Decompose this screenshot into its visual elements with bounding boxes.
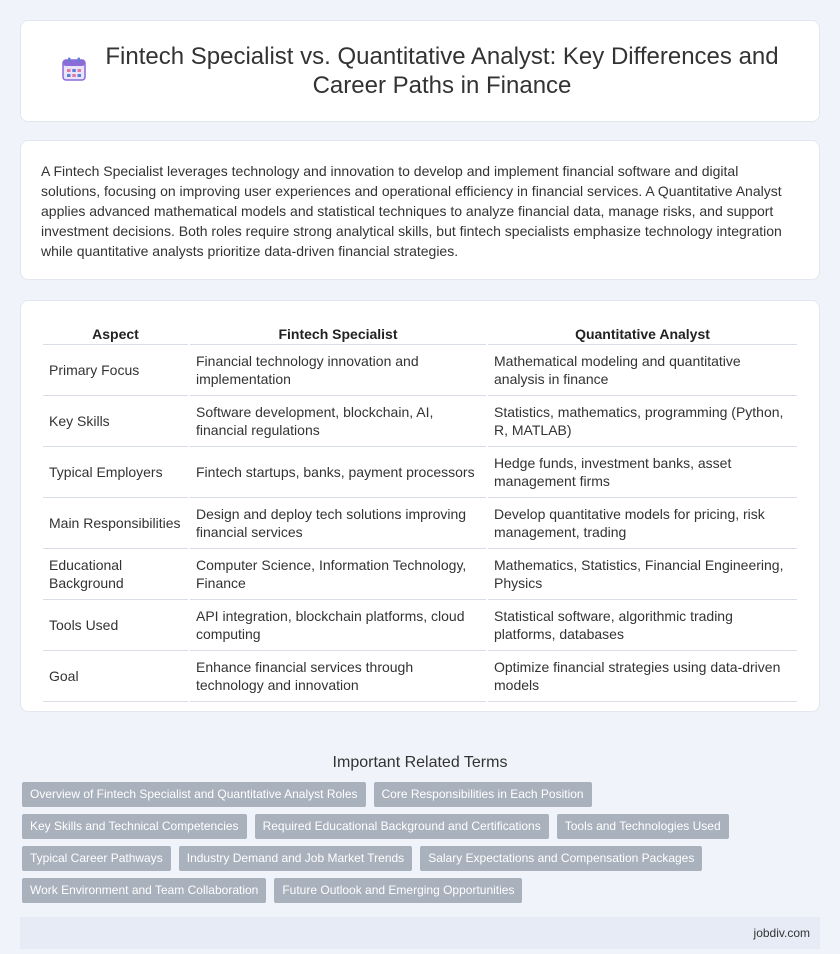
cell-aspect: Goal: [43, 651, 188, 702]
cell-quant: Mathematics, Statistics, Financial Engineering, Physics: [488, 549, 797, 600]
table-row: [43, 651, 797, 702]
header-quant: Quantitative Analyst: [488, 321, 797, 345]
page-footer: [20, 917, 820, 949]
cell-fintech: Computer Science, Information Technology, Finance: [190, 549, 486, 600]
cell-quant: Develop quantitative models for pricing, risk management, trading: [488, 498, 797, 549]
table-row: [43, 396, 797, 447]
table-row: [43, 600, 797, 651]
table-row: [43, 447, 797, 498]
related-tag[interactable]: Overview of Fintech Specialist and Quantitative Analyst Roles: [22, 782, 366, 807]
cell-aspect: Main Responsibilities: [43, 498, 188, 549]
page-title: Fintech Specialist vs. Quantitative Analyst: Key Differences and Career Paths in Finance: [105, 43, 779, 99]
cell-fintech: Fintech startups, banks, payment processors: [190, 447, 486, 498]
related-tag[interactable]: Future Outlook and Emerging Opportunities: [274, 878, 522, 903]
table-row: [43, 549, 797, 600]
table-row: [43, 345, 797, 396]
header-fintech: Fintech Specialist: [190, 321, 486, 345]
cell-aspect: Typical Employers: [43, 447, 188, 498]
cell-aspect: Key Skills: [43, 396, 188, 447]
cell-quant: Statistics, mathematics, programming (Python, R, MATLAB): [488, 396, 797, 447]
related-tag[interactable]: Tools and Technologies Used: [557, 814, 729, 839]
cell-quant: Optimize financial strategies using data-driven models: [488, 651, 797, 702]
footer-site-link[interactable]: jobdiv.com: [753, 926, 810, 940]
cell-aspect: Educational Background: [43, 549, 188, 600]
cell-fintech: Design and deploy tech solutions improving financial services: [190, 498, 486, 549]
cell-fintech: Enhance financial services through technology and innovation: [190, 651, 486, 702]
cell-quant: Mathematical modeling and quantitative analysis in finance: [488, 345, 797, 396]
related-tag[interactable]: Required Educational Background and Certifications: [255, 814, 549, 839]
comparison-table: [41, 321, 799, 702]
cell-aspect: Primary Focus: [43, 345, 188, 396]
cell-fintech: Financial technology innovation and implementation: [190, 345, 486, 396]
cell-aspect: Tools Used: [43, 600, 188, 651]
intro-card: [20, 140, 820, 280]
related-tag[interactable]: Typical Career Pathways: [22, 846, 171, 871]
related-tag[interactable]: Core Responsibilities in Each Position: [374, 782, 592, 807]
related-tag[interactable]: Salary Expectations and Compensation Packages: [420, 846, 702, 871]
table-header-row: [43, 321, 797, 345]
header-aspect: Aspect: [43, 321, 188, 345]
intro-text: A Fintech Specialist leverages technology and innovation to develop and implement financial software and digital solutions, focusing on improving user experiences and operational efficiency in financial services. A Quantitative Analyst applies advanced mathematical models and statistical techniques to analyze financial data, manage risks, and support investment decisions. Both roles require strong analytical skills, but fintech specialists emphasize technology integration while quantitative analysts prioritize data-driven financial strategies.: [41, 163, 782, 259]
table-row: [43, 498, 797, 549]
related-terms-section: [0, 754, 840, 903]
comparison-card: [20, 300, 820, 712]
related-tag[interactable]: Industry Demand and Job Market Trends: [179, 846, 412, 871]
related-terms-title: Important Related Terms: [332, 754, 508, 771]
cell-quant: Statistical software, algorithmic trading platforms, databases: [488, 600, 797, 651]
related-tag[interactable]: Key Skills and Technical Competencies: [22, 814, 247, 839]
related-tag[interactable]: Work Environment and Team Collaboration: [22, 878, 266, 903]
page-header: [20, 20, 820, 122]
cell-quant: Hedge funds, investment banks, asset management firms: [488, 447, 797, 498]
calendar-icon: [61, 56, 87, 82]
cell-fintech: Software development, blockchain, AI, financial regulations: [190, 396, 486, 447]
related-tags: [22, 782, 818, 903]
cell-fintech: API integration, blockchain platforms, cloud computing: [190, 600, 486, 651]
